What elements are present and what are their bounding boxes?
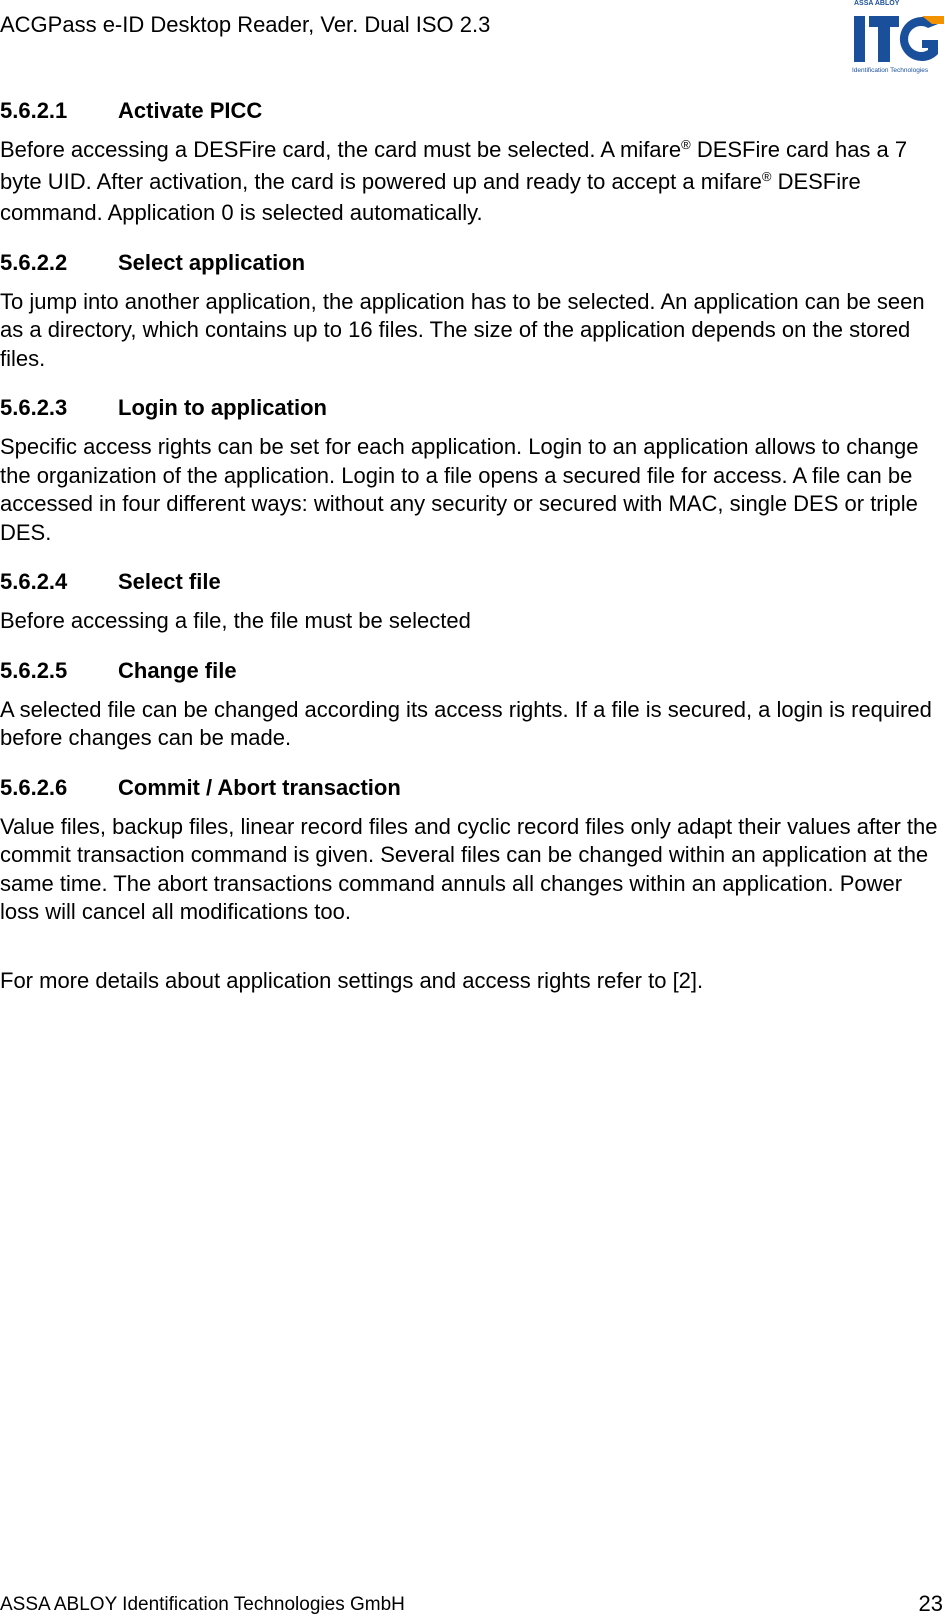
section-paragraph: Specific access rights can be set for each application. Login to an application allows to change the organization of the application. Login to a file opens a secured file for access. A file can be accessed in four different ways: without any security or secured with MAC, single DES or triple DES. bbox=[0, 434, 919, 545]
section-number: 5.6.2.3 bbox=[0, 395, 68, 420]
paragraph-text-part-2: DESFire card has a 7 byte UID. After activation, the card is powered up and ready to accept a mifare bbox=[0, 137, 908, 194]
page-header-title: ACGPass e-ID Desktop Reader, Ver. Dual ISO 2.3 bbox=[0, 12, 491, 37]
section-heading bbox=[0, 569, 940, 595]
section-title: Change file bbox=[118, 657, 237, 683]
section-heading bbox=[0, 250, 940, 276]
section-5-6-2-1 bbox=[0, 98, 940, 228]
company-logo bbox=[850, 0, 945, 80]
section-number: 5.6.2.2 bbox=[0, 249, 68, 275]
section-number: 5.6.2.1 bbox=[0, 98, 68, 123]
section-number: 5.6.2.6 bbox=[0, 774, 68, 800]
reference-note: For more details about application settings and access rights refer to [2]. bbox=[0, 967, 704, 993]
itg-logo-icon bbox=[852, 10, 944, 66]
section-number: 5.6.2.5 bbox=[0, 657, 68, 683]
logo-subtitle-text: Identification Technologies bbox=[852, 67, 929, 74]
section-title: Select application bbox=[118, 249, 306, 275]
section-5-6-2-2 bbox=[0, 250, 940, 374]
page-number: 23 bbox=[918, 1591, 943, 1616]
section-heading bbox=[0, 658, 940, 684]
section-paragraph: To jump into another application, the application has to be selected. An application can be seen as a directory, which contains up to 16 files. The size of the application depends on the stored files. bbox=[0, 288, 925, 371]
section-title: Activate PICC bbox=[118, 98, 263, 123]
section-paragraph: Before accessing a file, the file must be selected bbox=[0, 608, 471, 633]
section-heading bbox=[0, 395, 940, 421]
section-paragraph: Value files, backup files, linear record files and cyclic record files only adapt their values after the commit transaction command is given. Several files can be changed within an application at the same time. The abort transactions command annuls all changes within an application. Power loss will cancel all modifications too. bbox=[0, 813, 938, 924]
section-heading bbox=[0, 98, 940, 124]
section-paragraph: A selected file can be changed according its access rights. If a file is secured, a login is required before changes can be made. bbox=[0, 696, 932, 750]
section-number: 5.6.2.4 bbox=[0, 569, 68, 594]
paragraph-text-part-1: Before accessing a DESFire card, the card must be selected. A mifare bbox=[0, 137, 682, 162]
footer-company: ASSA ABLOY Identification Technologies GmbH bbox=[0, 1594, 405, 1615]
section-5-6-2-5 bbox=[0, 658, 940, 753]
section-5-6-2-6 bbox=[0, 775, 940, 927]
paragraph-text-part-3: DESFire command. Application 0 is selected automatically. bbox=[0, 168, 861, 225]
section-title: Select file bbox=[118, 569, 221, 594]
document-body bbox=[0, 98, 940, 995]
section-paragraph bbox=[0, 136, 940, 228]
section-5-6-2-3 bbox=[0, 395, 940, 547]
section-heading bbox=[0, 775, 940, 801]
section-5-6-2-4 bbox=[0, 569, 940, 636]
registered-mark: ® bbox=[681, 137, 691, 152]
section-title: Login to application bbox=[118, 395, 327, 420]
registered-mark: ® bbox=[761, 168, 772, 184]
section-title: Commit / Abort transaction bbox=[118, 774, 401, 800]
logo-brand-text: ASSA ABLOY bbox=[854, 0, 900, 7]
